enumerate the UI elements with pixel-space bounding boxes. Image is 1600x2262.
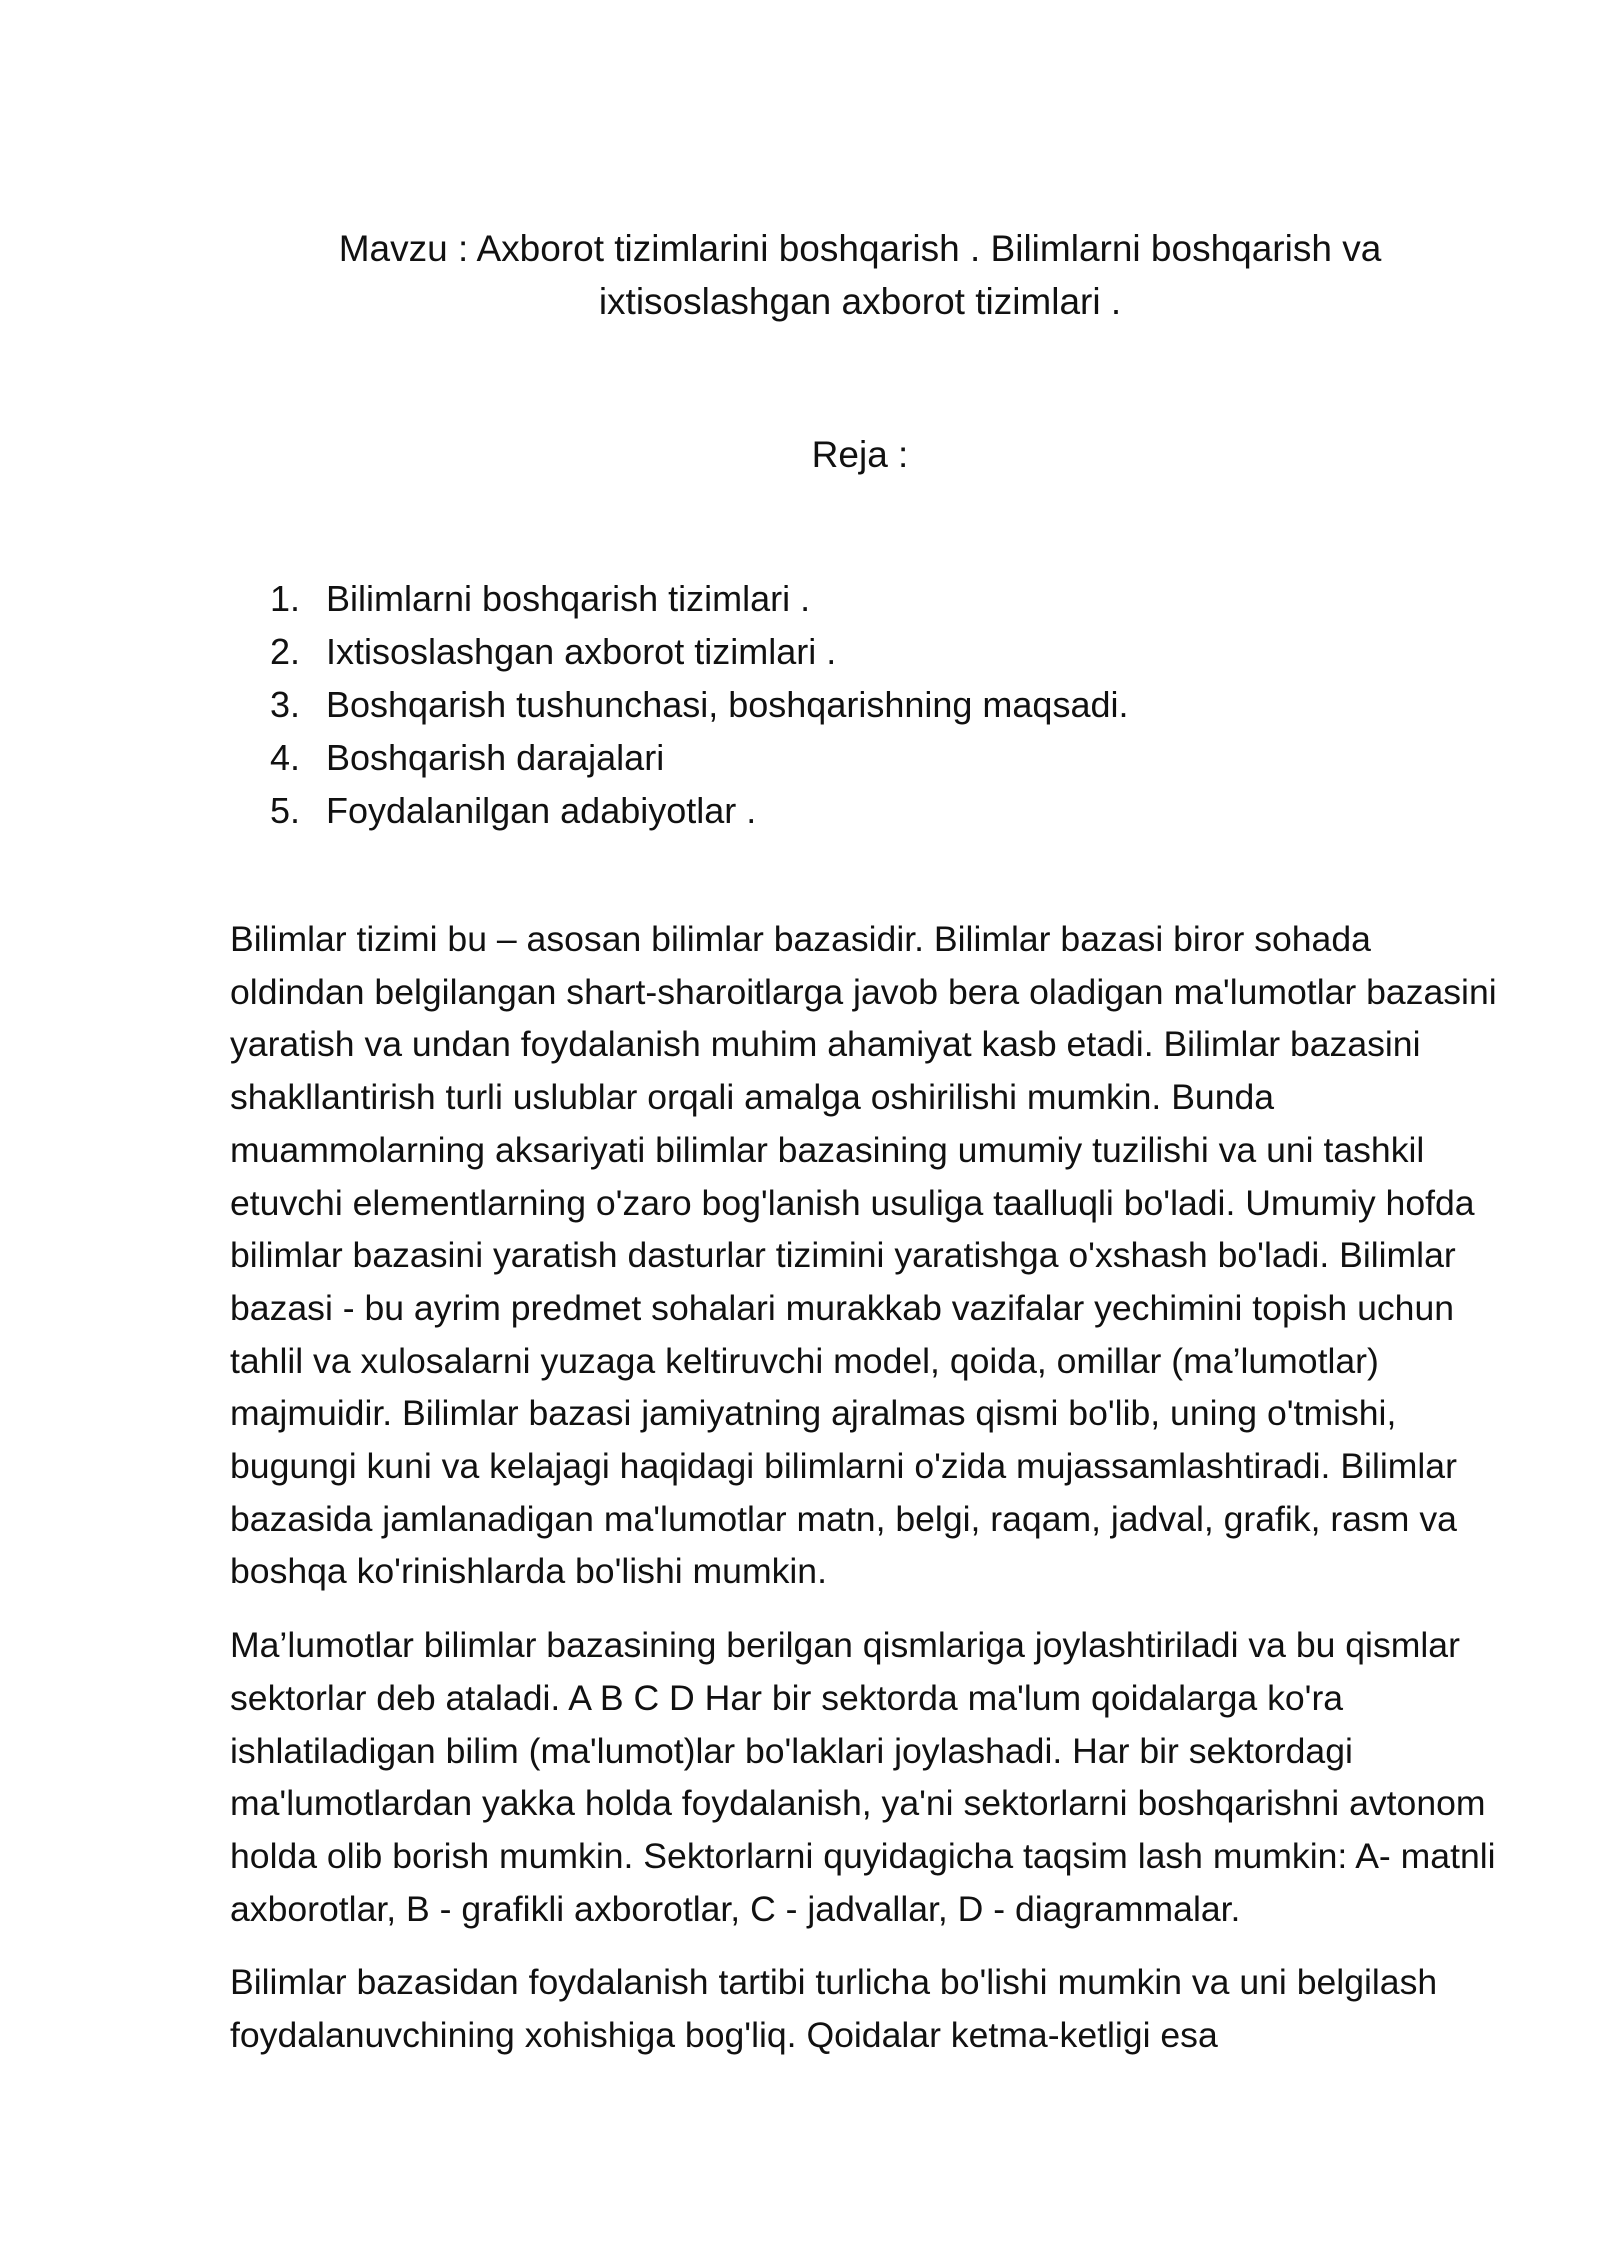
plan-item bbox=[270, 572, 1129, 625]
plan-item-text: Boshqarish tushunchasi, boshqarishning maqsadi. bbox=[326, 684, 1129, 725]
plan-item bbox=[270, 625, 1129, 678]
title-line-1: Mavzu : Axborot tizimlarini boshqarish . Bilimlarni boshqarish va bbox=[338, 228, 1382, 269]
plan-item-text: Foydalanilgan adabiyotlar . bbox=[326, 790, 757, 831]
plan-item-number: 4. bbox=[270, 737, 301, 778]
plan-item bbox=[270, 784, 1129, 837]
plan-item-number: 5. bbox=[270, 790, 301, 831]
page-title bbox=[320, 222, 1400, 328]
title-line-2: ixtisoslashgan axborot tizimlari . bbox=[598, 281, 1122, 322]
plan-item-number: 3. bbox=[270, 684, 301, 725]
plan-list bbox=[270, 572, 1129, 837]
plan-item-text: Bilimlarni boshqarish tizimlari . bbox=[326, 578, 811, 619]
plan-item-number: 1. bbox=[270, 578, 301, 619]
plan-item-text: Boshqarish darajalari bbox=[326, 737, 665, 778]
paragraph: Bilimlar bazasidan foydalanish tartibi turlicha bo'lishi mumkin va uni belgilash foydalanuvchining xohishiga bog'liq. Qoidalar ketma-ketligi esa bbox=[230, 1962, 1438, 2056]
plan-item bbox=[270, 731, 1129, 784]
plan-item-text: Ixtisoslashgan axborot tizimlari . bbox=[326, 631, 837, 672]
body-text bbox=[230, 913, 1500, 2083]
plan-heading: Reja : bbox=[811, 434, 909, 475]
paragraph: Bilimlar tizimi bu – asosan bilimlar bazasidir. Bilimlar bazasi biror sohada oldindan belgilangan shart-sharoitlarga javob bera oladigan ma'lumotlar bazasini yaratish va undan foydalanish muhim ahamiyat kasb etadi. Bilimlar bazasini shakllantirish turli uslublar orqali amalga oshirilishi mumkin. Bunda muammolarning aksariyati bilimlar bazasining umumiy tuzilishi va uni tashkil etuvchi elementlarning o'zaro bog'lanish usuliga taalluqli bo'ladi. Umumiy hofda bilimlar bazasini yaratish dasturlar tizimini yaratishga o'xshash bo'ladi. Bilimlar bazasi - bu ayrim predmet sohalari murakkab vazifalar yechimini topish uchun tahlil va xulosalarni yuzaga keltiruvchi model, qoida, omillar (ma’lumotlar) majmuidir. Bilimlar bazasi jamiyatning ajralmas qismi bo'lib, uning o'tmishi, bugungi kuni va kelajagi haqidagi bilimlarni o'zida mujassamlashtiradi. Bilimlar bazasida jamlanadigan ma'lumotlar matn, belgi, raqam, jadval, grafik, rasm va boshqa ko'rinishlarda bo'lishi mumkin. bbox=[230, 919, 1497, 1592]
paragraph: Ma’lumotlar bilimlar bazasining berilgan qismlariga joylashtiriladi va bu qismlar sektorlar deb ataladi. A B C D Har bir sektorda ma'lum qoidalarga ko'ra ishlatiladigan bilim (ma'lumot)lar bo'laklari joylashadi. Har bir sektordagi ma'lumotlardan yakka holda foydalanish, ya'ni sektorlarni boshqarishni avtonom holda olib borish mumkin. Sektorlarni quyidagicha taqsim lash mumkin: A- matnli axborotlar, B - grafikli axborotlar, C - jadvallar, D - diagrammalar. bbox=[230, 1625, 1496, 1929]
plan-item-number: 2. bbox=[270, 631, 301, 672]
plan-item bbox=[270, 678, 1129, 731]
